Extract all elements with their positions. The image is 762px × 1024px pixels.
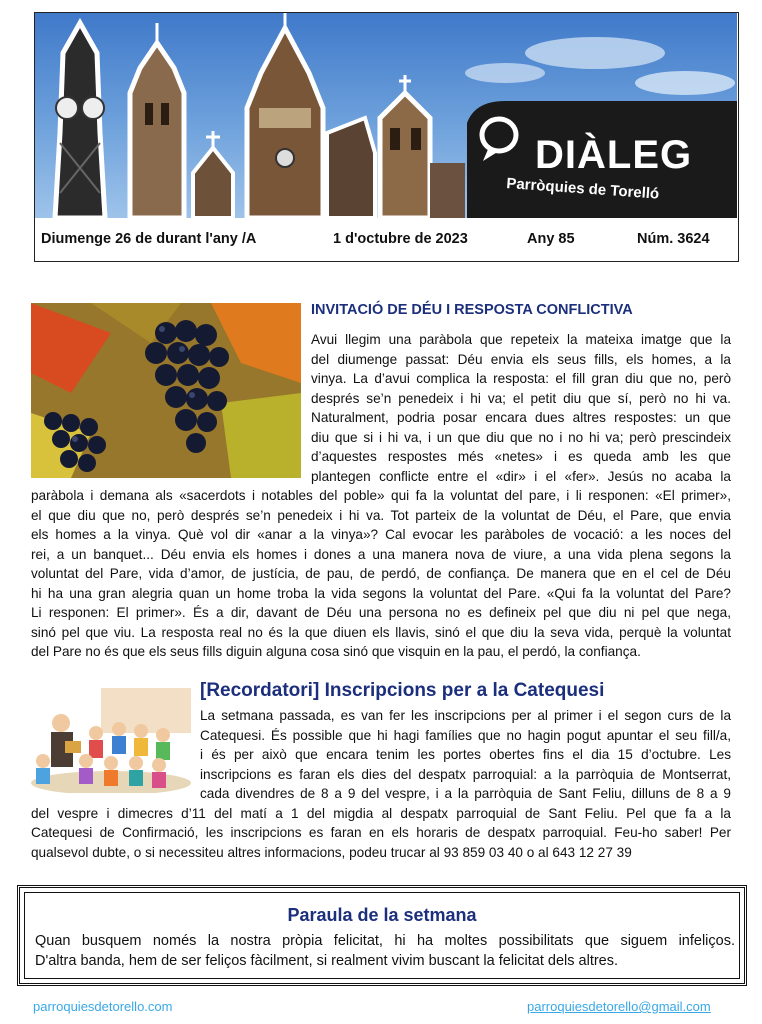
grapes-photo [31, 303, 301, 478]
article1-line: d’aquestes respostes més «netes» i es queda amb les que [311, 449, 731, 464]
article2-line: cada divendres de 8 a 9 del vespre, i a la parròquia de Sant Feliu, dilluns de 8 a 9 [200, 786, 731, 801]
word-of-week-title: Paraula de la setmana [287, 905, 477, 925]
article2-line: Catequesi. És possible que hi hagi famílies que no hagin pogut apuntar el seu fill/a, [200, 728, 731, 743]
article2-line: Catequesi de Confirmació, les inscripcions es faran en els horaris de despatx parroquial. Feu-ho saber! Per [31, 825, 731, 840]
article1-title: INVITACIÓ DE DÉU I RESPOSTA CONFLICTIVA [311, 302, 633, 318]
article1-line: Li responen: El primer». És a dir, davant de Déu una persona no es defineix pel que diu ni pel que nega, [31, 605, 731, 620]
article1-line: els homes a la vinya. Què vol dir «anar a la vinya»? Cal evocar les paràboles de vocació: a les noces del [31, 527, 731, 542]
masthead [34, 12, 739, 262]
article1-line: Avui llegim una paràbola que repeteix la mateixa imatge que la [311, 332, 731, 347]
article2-line: i és per això que encara tenim les portes obertes fins el dia 15 d’octubre. Les [200, 747, 731, 762]
article2-line: del vespre i dimecres d’11 del matí a 1 del migdia al despatx parroquial de Sant Feliu. Pel que fa a la [31, 806, 731, 821]
article1-line: voluntat del Pare, vida d’amor, de justícia, de pau, de perdó, de confiança. De manera que en el cel de Déu [31, 566, 731, 581]
article2-title: [Recordatori] Inscripcions per a la Catequesi [200, 680, 605, 701]
article2-line: La setmana passada, es van fer les inscripcions per al primer i el segon curs de la [200, 708, 731, 723]
header-banner-photo [35, 13, 737, 218]
footer-website-link[interactable]: parroquiesdetorello.com [33, 999, 173, 1014]
article1-line: plantegen conflicte entre el «dir» i el «fer». Jesús no acaba la [311, 469, 731, 484]
article1-line: després se’n penedeix i hi va; el petit diu que sí, però no hi va. [311, 391, 731, 406]
catechesis-illustration [31, 683, 191, 793]
issue-number: Núm. 3624 [637, 231, 710, 247]
article1-line: rei, a un banquet... Déu envia els homes i dones a una manera nova de viure, a una vida plena segons la [31, 547, 731, 562]
article2-line: inscripcions es faran els dies del despatx parroquial: a la parròquia de Montserrat, [200, 767, 731, 782]
article1-line: del diumenge passat: Déu envia els seus fills, els homes, a la [311, 352, 731, 367]
word-of-week-line: D'altra banda, hem de ser feliços fàcilment, si realment vivim buscant la felicitat dels altres. [35, 953, 619, 969]
article1-line: paràbola i demana als «sacerdots i notables del poble» qui fa la voluntat del pare, i li responen: «El primer», [31, 488, 731, 503]
speech-bubble-icon [475, 113, 535, 173]
word-of-week-line: Quan busquem només la nostra pròpia felicitat, hi ha moltes possibilitats que siguem infeliços. [35, 933, 735, 949]
footer-email-link[interactable]: parroquiesdetorello@gmail.com [527, 999, 711, 1014]
word-of-week-frame [24, 892, 740, 979]
article1-line: diu que si i hi va, i un que diu que no i no hi va; però prescindeix [311, 430, 731, 445]
issue-liturgical-day: Diumenge 26 de durant l'any /A [41, 231, 257, 247]
article2-line: qualsevol dubte, o si necessiteu altres informacions, podeu trucar al 93 859 03 40 o al 643 12 27 39 [31, 845, 632, 860]
word-of-week-box [17, 885, 747, 986]
issue-year: Any 85 [527, 231, 575, 247]
article1-line: Naturalment, podria posar encara dues altres respostes: un que [311, 410, 731, 425]
issue-info-bar [35, 225, 737, 259]
logo-subtitle: Parròquies de Torelló [505, 175, 660, 203]
issue-date: 1 d'octubre de 2023 [333, 231, 468, 247]
article1-line: vinya. La d’avui complica la resposta: el fill gran diu que no, però [311, 371, 731, 386]
article1-line: el que diu que no, però després se’n penedeix i hi va. Tot parteix de la voluntat de Déu, el Pare, que envia [31, 508, 731, 523]
article1-line: sinó pel que viu. La resposta real no és la que diuen els llavis, sinó el que diu la seva vida, perquè la voluntat [31, 625, 731, 640]
logo-title: DIÀLEG [535, 133, 693, 177]
article1-line: hi ha una gran alegria quan un home troba la vida segons la voluntat del Pare. «Qui fa la voluntat del Pare? [31, 586, 731, 601]
article1-line: del Pare no és que els seus fills diguin alguna cosa sinó que visquin en la pau, el perdó, la confiança. [31, 644, 641, 659]
